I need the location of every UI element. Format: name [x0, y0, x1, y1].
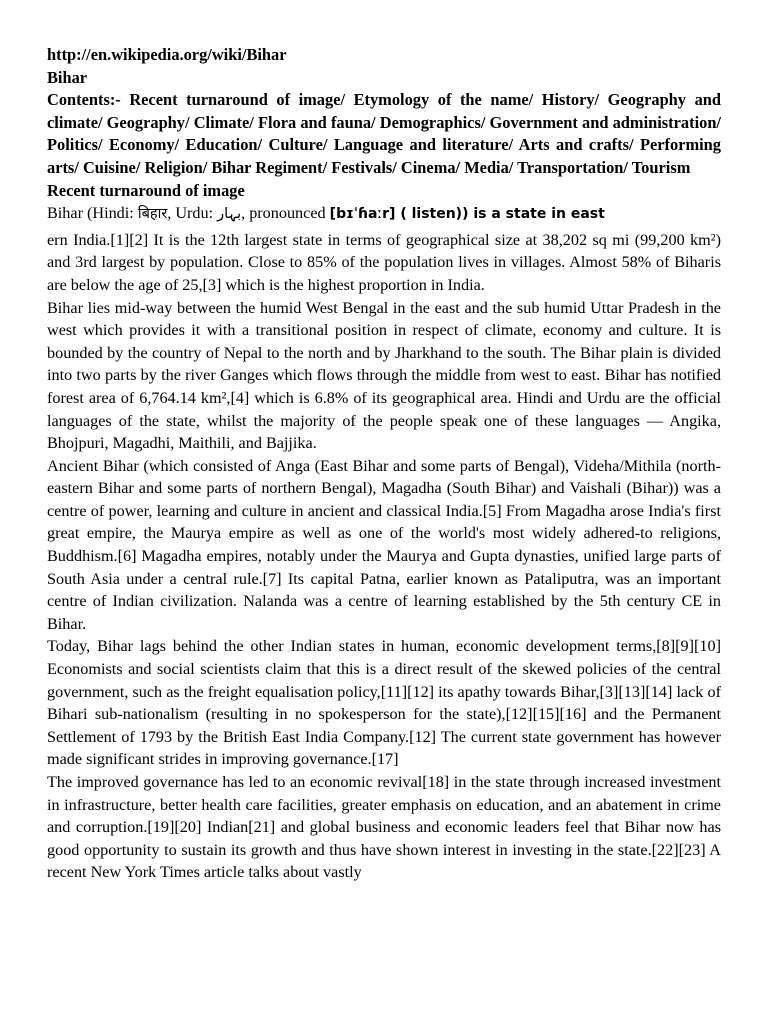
- ipa-pronunciation: [bɪˈɦaːr]: [329, 206, 396, 223]
- contents-list: Contents:- Recent turnaround of image/ Etymology of the name/ History/ Geography and climate/ Geography/ Climate/ Flora and fauna/ Demographics/ Government and administration/ Politics/ Economy/ Education/ Culture/ Language and literature/ Arts and crafts/ Performing arts/ Cuisine/ Religion/ Bihar Regiment/ Festivals/ Cinema/ Media/ Transportation/ Tourism: [47, 90, 721, 177]
- urdu-name: بہار: [217, 206, 242, 223]
- listen-link[interactable]: ( listen)) is a state in east: [395, 206, 605, 223]
- intro-rest: ern India.[1][2] It is the 12th largest state in terms of geographical size at 38,202 sq mi (99,200 km²) and 3rd largest by population. Close to 85% of the population lives in villages. Almost 58% of Biharis are below the age of 25,[3] which is the highest proportion in India.: [47, 230, 721, 294]
- paragraph-revival: The improved governance has led to an economic revival[18] in the state through increased investment in infrastructure, better health care facilities, greater emphasis on education, and an abatement in crime and corruption.[19][20] Indian[21] and global business and economic leaders feel that Bihar now has good opportunity to sustain its growth and thus have shown interest in investing in the state.[22][23] A recent New York Times article talks about vastly: [47, 773, 721, 882]
- urdu-label: , Urdu:: [167, 204, 218, 223]
- intro-paragraph: [47, 202, 721, 296]
- paragraph-development: Today, Bihar lags behind the other Indian states in human, economic development terms,[8][9][10] Economists and social scientists claim that this is a direct result of the skewed policies of the central government, such as the freight equalisation policy,[11][12] its apathy towards Bihar,[3][13][14] lack of Bihari sub-nationalism (resulting in no spokesperson for the state),[12][15][16] and the Permanent Settlement of 1793 by the British East India Company.[12] The current state government has however made significant strides in improving governance.[17]: [47, 637, 721, 769]
- hindi-name: बिहार: [137, 206, 168, 223]
- section-heading: Recent turnaround of image: [47, 180, 245, 200]
- paragraph-history: Ancient Bihar (which consisted of Anga (East Bihar and some parts of Bengal), Videha/Mithila (north-eastern Bihar and some parts of northern Bengal), Magadha (South Bihar) and Vaishali (Bihar)) was a centre of power, learning and culture in ancient and classical India.[5] From Magadha arose India's first great empire, the Maurya empire as well as one of the world's most widely adhered-to religions, Buddhism.[6] Magadha empires, notably under the Maurya and Gupta dynasties, unified large parts of South Asia under a central rule.[7] Its capital Patna, earlier known as Pataliputra, was an important centre of Indian civilization. Nalanda was a centre of learning established by the 5th century CE in Bihar.: [47, 456, 721, 633]
- paragraph-geography: Bihar lies mid-way between the humid West Bengal in the east and the sub humid Uttar Pradesh in the west which provides it with a transitional position in respect of climate, economy and culture. It is bounded by the country of Nepal to the north and by Jharkhand to the south. The Bihar plain is divided into two parts by the river Ganges which flows through the middle from west to east. Bihar has notified forest area of 6,764.14 km²,[4] which is 6.8% of its geographical area. Hindi and Urdu are the official languages of the state, whilst the majority of the people speak one of these languages — Angika, Bhojpuri, Magadhi, Maithili, and Bajjika.: [47, 298, 721, 453]
- source-url[interactable]: http://en.wikipedia.org/wiki/Bihar: [47, 45, 287, 64]
- article-title: Bihar: [47, 67, 88, 87]
- intro-line: [47, 202, 721, 226]
- pron-label: , pronounced: [241, 204, 330, 223]
- intro-lead: Bihar (Hindi:: [47, 204, 138, 223]
